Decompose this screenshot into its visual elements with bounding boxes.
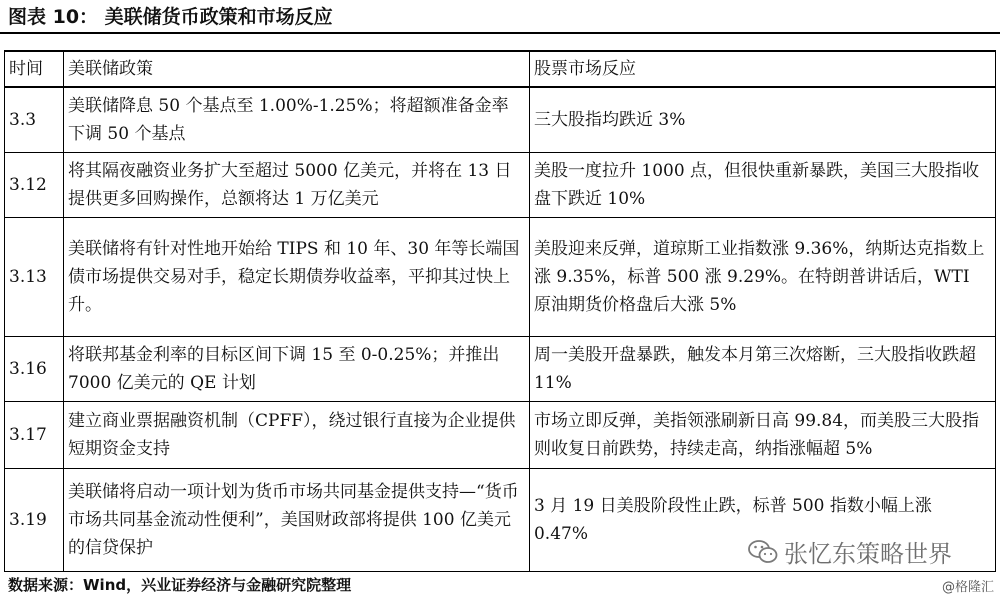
row-reaction: 周一美股开盘暴跌，触发本月第三次熔断，三大股指收跌超 11% [529, 337, 995, 402]
row-reaction: 市场立即反弹，美指领涨刷新日高 99.84，而美股三大股指则收复日前跌势，持续走高，纳指涨幅超 5% [529, 402, 995, 469]
table-row [5, 337, 996, 402]
table-row [5, 87, 996, 153]
table-row [5, 218, 996, 337]
policy-reaction-table [4, 50, 996, 572]
row-policy: 将其隔夜融资业务扩大至超过 5000 亿美元，并将在 13 日提供更多回购操作，总额将达 1 万亿美元 [64, 153, 530, 218]
row-policy: 美联储将有针对性地开始给 TIPS 和 10 年、30 年等长端国债市场提供交易对手，稳定长期债券收益率，平抑其过快上升。 [64, 218, 530, 337]
row-reaction: 美股一度拉升 1000 点，但很快重新暴跌，美国三大股指收盘下跌近 10% [529, 153, 995, 218]
table-row [5, 402, 996, 469]
row-date: 3.3 [5, 87, 64, 153]
table-header-row [5, 51, 996, 87]
header-reaction: 股票市场反应 [529, 51, 995, 87]
title-divider [0, 32, 1000, 34]
row-reaction: 美股迎来反弹，道琼斯工业指数涨 9.36%，纳斯达克指数上涨 9.35%，标普 500 涨 9.29%。在特朗普讲话后，WTI 原油期货价格盘后大涨 5% [529, 218, 995, 337]
source-note: 数据来源：Wind，兴业证券经济与金融研究院整理 [8, 576, 352, 594]
row-policy: 建立商业票据融资机制（CPFF），绕过银行直接为企业提供短期资金支持 [64, 402, 530, 469]
figure-title: 图表 10： 美联储货币政策和市场反应 [8, 6, 333, 28]
row-date: 3.19 [5, 469, 64, 572]
table-row [5, 153, 996, 218]
row-date: 3.17 [5, 402, 64, 469]
row-date: 3.12 [5, 153, 64, 218]
row-reaction: 三大股指均跌近 3% [529, 87, 995, 153]
row-date: 3.13 [5, 218, 64, 337]
header-date: 时间 [5, 51, 64, 87]
header-policy: 美联储政策 [64, 51, 530, 87]
row-policy: 美联储将启动一项计划为货币市场共同基金提供支持—“货币市场共同基金流动性便利”，美国财政部将提供 100 亿美元的信贷保护 [64, 469, 530, 572]
corner-mark: @格隆汇 [941, 580, 994, 595]
row-policy: 将联邦基金利率的目标区间下调 15 至 0-0.25%；并推出 7000 亿美元的 QE 计划 [64, 337, 530, 402]
wechat-icon [748, 539, 778, 565]
watermark [748, 534, 952, 569]
watermark-text: 张忆东策略世界 [784, 540, 952, 568]
row-policy: 美联储降息 50 个基点至 1.00%-1.25%；将超额准备金率下调 50 个基点 [64, 87, 530, 153]
row-date: 3.16 [5, 337, 64, 402]
row-reaction: 3 月 19 日美股阶段性止跌，标普 500 指数小幅上涨 0.47% [529, 469, 995, 572]
